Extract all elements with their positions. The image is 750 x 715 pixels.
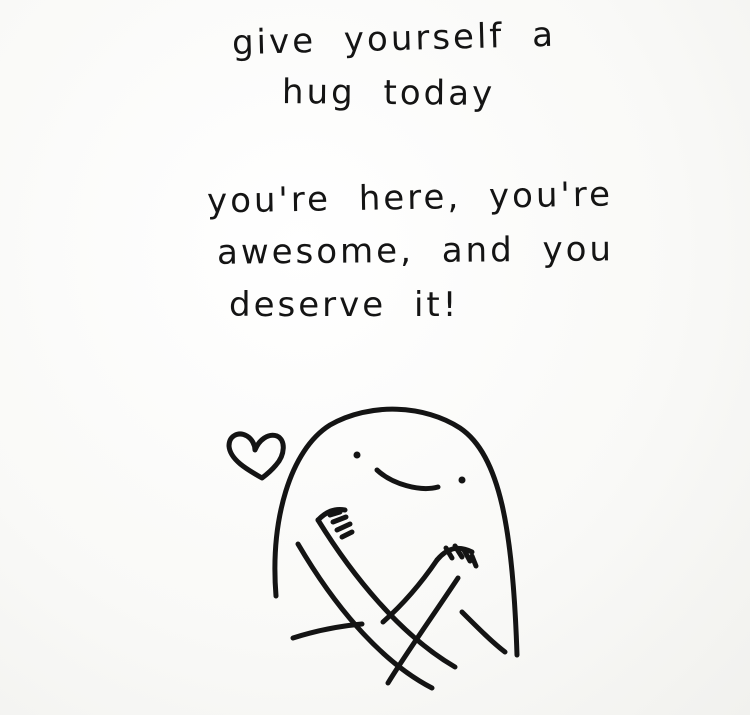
- title-line-1: give yourself a: [231, 14, 557, 64]
- right-hand-finger: [472, 556, 476, 566]
- left-arm-top: [318, 520, 455, 667]
- right-arm-bottom: [388, 578, 458, 683]
- title-line-2: hug today: [281, 72, 496, 114]
- heart-icon: [229, 434, 283, 478]
- left-hand-finger: [333, 517, 346, 522]
- lower-right-limb: [462, 612, 505, 652]
- message-line-1: you're here, you're: [206, 174, 614, 222]
- message-line-3: deserve it!: [229, 285, 460, 325]
- smile-mouth: [377, 470, 438, 488]
- left-eye: [354, 452, 361, 459]
- right-eye: [459, 477, 466, 484]
- left-arm-bottom: [298, 544, 432, 688]
- right-arm-top: [383, 560, 437, 622]
- message-line-2: awesome, and you: [216, 229, 615, 273]
- left-hand-finger: [342, 532, 352, 537]
- left-hand-finger: [337, 524, 350, 530]
- lower-left-limb: [293, 624, 362, 638]
